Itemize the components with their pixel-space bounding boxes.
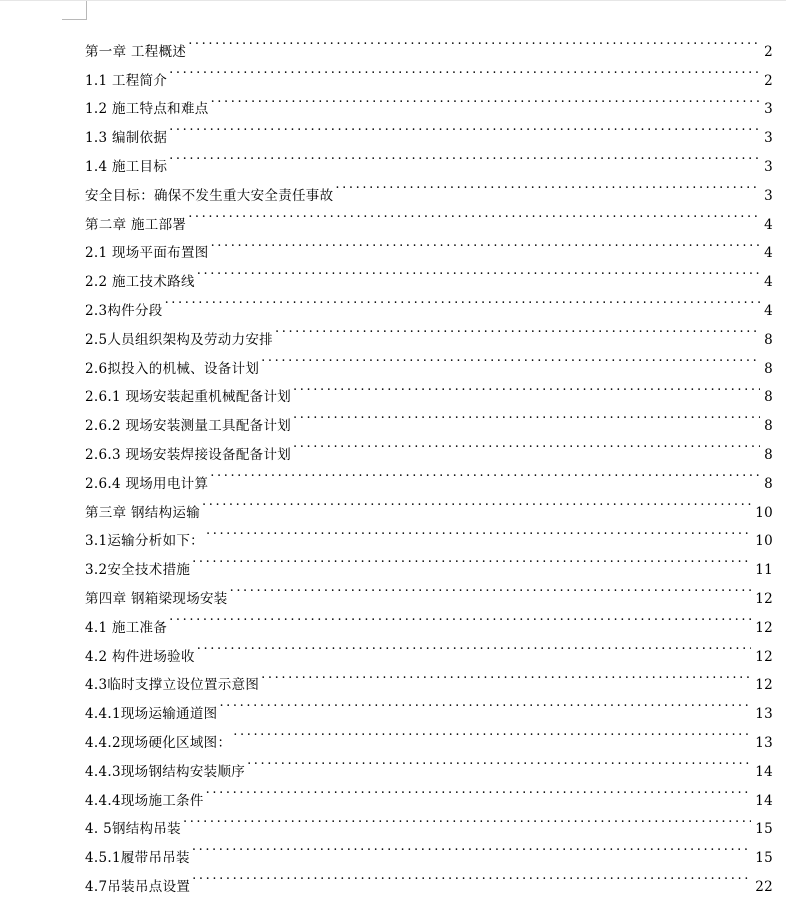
toc-dot-leader	[169, 113, 760, 142]
toc-entry-page-number: 13	[755, 734, 773, 751]
toc-entry[interactable]	[85, 833, 773, 867]
toc-dot-leader	[293, 401, 760, 430]
toc-dot-leader	[165, 286, 761, 315]
toc-entry-page-number: 11	[755, 562, 773, 579]
toc-dot-leader	[169, 56, 760, 85]
toc-dot-leader	[275, 315, 760, 344]
toc-entry-title: 第一章 工程概述	[85, 43, 187, 60]
toc-entry-page-number: 15	[755, 850, 773, 867]
toc-entry-title: 4.7吊装吊点设置	[85, 878, 191, 895]
toc-entry-title: 4.2 构件进场验收	[85, 648, 195, 665]
toc-entry-page-number: 15	[755, 821, 773, 838]
toc-entry[interactable]	[85, 805, 773, 838]
toc-entry[interactable]	[85, 85, 773, 118]
toc-dot-leader	[183, 805, 751, 834]
toc-entry-page-number: 4	[764, 302, 773, 319]
toc-entry-title: 4. 5钢结构吊装	[85, 821, 181, 838]
toc-dot-leader	[206, 776, 752, 805]
toc-entry-page-number: 12	[755, 677, 773, 694]
toc-entry-title: 2.6拟投入的机械、设备计划	[85, 360, 260, 377]
toc-entry[interactable]	[85, 27, 773, 60]
toc-dot-leader	[202, 488, 751, 517]
table-of-contents	[85, 27, 773, 895]
toc-entry[interactable]	[85, 286, 773, 319]
toc-entry[interactable]	[85, 632, 773, 665]
toc-dot-leader	[210, 459, 760, 488]
toc-entry[interactable]	[85, 603, 773, 636]
toc-entry-title: 2.1 现场平面布置图	[85, 245, 209, 262]
toc-entry-title: 4.4.3现场钢结构安装顺序	[85, 763, 246, 780]
toc-entry-title: 3.2安全技术措施	[85, 562, 191, 579]
toc-dot-leader	[230, 574, 752, 603]
toc-entry[interactable]	[85, 113, 773, 147]
toc-dot-leader	[211, 229, 761, 258]
toc-dot-leader	[247, 747, 751, 776]
toc-entry-page-number: 3	[764, 130, 773, 147]
toc-entry-page-number: 4	[764, 274, 773, 291]
toc-entry-title: 2.6.4 现场用电计算	[85, 475, 209, 492]
toc-dot-leader	[219, 689, 751, 718]
toc-dot-leader	[233, 718, 751, 747]
toc-dot-leader	[192, 833, 751, 862]
toc-entry[interactable]	[85, 315, 773, 348]
toc-entry[interactable]	[85, 200, 773, 233]
toc-entry-title: 1.3 编制依据	[85, 130, 168, 147]
toc-entry-title: 4.4.4现场施工条件	[85, 792, 204, 809]
toc-entry-page-number: 14	[755, 763, 773, 780]
toc-entry-page-number: 14	[755, 792, 773, 809]
toc-dot-leader	[261, 344, 760, 373]
toc-entry-page-number: 13	[755, 706, 773, 723]
toc-entry[interactable]	[85, 171, 773, 204]
toc-entry-page-number: 8	[764, 331, 773, 348]
toc-entry-title: 4.5.1履带吊吊装	[85, 850, 190, 867]
toc-entry-title: 1.4 施工目标	[85, 158, 168, 175]
toc-entry-page-number: 12	[755, 619, 773, 636]
toc-entry-title: 2.3构件分段	[85, 302, 163, 319]
toc-entry-title: 第四章 钢箱梁现场安装	[85, 590, 228, 607]
toc-entry-page-number: 3	[764, 101, 773, 118]
toc-entry-title: 2.5人员组织架构及劳动力安排	[85, 331, 273, 348]
toc-dot-leader	[293, 373, 760, 402]
toc-entry-page-number: 12	[755, 590, 773, 607]
toc-entry-title: 第三章 钢结构运输	[85, 504, 200, 521]
toc-entry-page-number: 4	[764, 245, 773, 262]
toc-dot-leader	[188, 200, 760, 229]
toc-entry-title: 第二章 施工部署	[85, 216, 187, 233]
toc-entry-page-number: 2	[764, 43, 773, 60]
toc-entry-page-number: 8	[764, 418, 773, 435]
toc-dot-leader	[192, 545, 751, 574]
toc-entry-page-number: 22	[755, 878, 773, 895]
toc-entry-page-number: 12	[755, 648, 773, 665]
toc-entry[interactable]	[85, 56, 773, 89]
toc-entry-page-number: 3	[764, 158, 773, 175]
toc-entry-page-number: 3	[764, 187, 773, 204]
toc-dot-leader	[188, 27, 760, 56]
toc-entry-page-number: 4	[764, 216, 773, 233]
toc-entry-title: 安全目标：确保不发生重大安全责任事故	[85, 187, 334, 204]
toc-dot-leader	[192, 862, 751, 891]
toc-dot-leader	[197, 632, 751, 661]
toc-dot-leader	[206, 517, 751, 546]
toc-entry-title: 4.4.1现场运输通道图	[85, 706, 218, 723]
toc-entry-page-number: 8	[764, 446, 773, 463]
toc-dot-leader	[261, 661, 751, 690]
toc-dot-leader	[169, 603, 751, 632]
toc-entry-title: 2.2 施工技术路线	[85, 274, 195, 291]
toc-dot-leader	[211, 85, 761, 114]
toc-entry-title: 4.3临时支撑立设位置示意图	[85, 677, 260, 694]
page-corner-mark	[62, 1, 87, 20]
toc-entry-page-number: 2	[764, 72, 773, 89]
toc-entry-page-number: 8	[764, 360, 773, 377]
toc-dot-leader	[169, 142, 760, 171]
toc-entry-title: 3.1运输分析如下：	[85, 533, 204, 550]
toc-entry-title: 4.1 施工准备	[85, 619, 168, 636]
toc-entry-title: 2.6.1 现场安装起重机械配备计划	[85, 389, 292, 406]
toc-dot-leader	[197, 257, 760, 286]
toc-entry[interactable]	[85, 142, 773, 175]
toc-entry-page-number: 10	[755, 533, 773, 550]
toc-entry-title: 1.1 工程简介	[85, 72, 168, 89]
toc-entry-page-number: 10	[755, 504, 773, 521]
toc-entry-title: 1.2 施工特点和难点	[85, 101, 209, 118]
toc-dot-leader	[335, 171, 760, 200]
toc-entry-title: 2.6.3 现场安装焊接设备配备计划	[85, 446, 292, 463]
toc-entry-title: 2.6.2 现场安装测量工具配备计划	[85, 418, 292, 435]
toc-entry-title: 4.4.2现场硬化区域图：	[85, 734, 232, 751]
toc-entry-page-number: 8	[764, 389, 773, 406]
toc-dot-leader	[293, 430, 760, 459]
toc-entry-page-number: 8	[764, 475, 773, 492]
